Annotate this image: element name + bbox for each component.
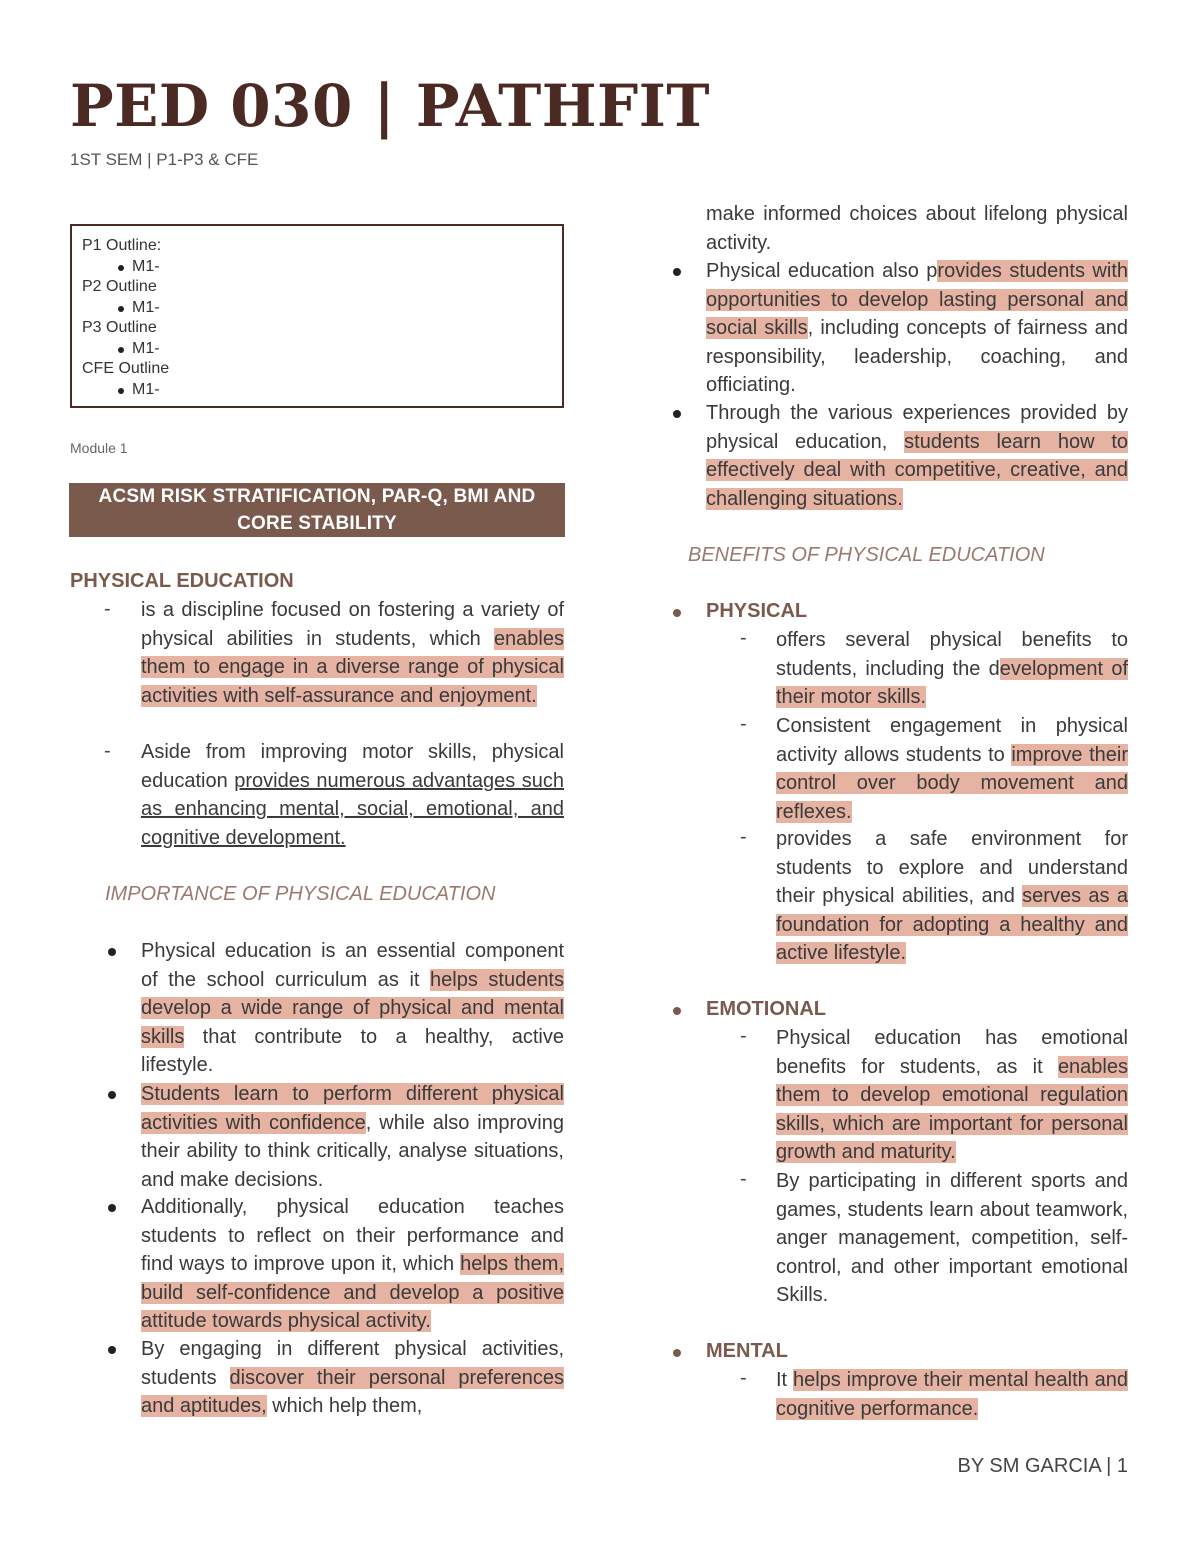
importance-bullet-3 <box>141 1193 564 1336</box>
dash-marker: - <box>740 826 747 848</box>
banner-line: CORE STABILITY <box>237 513 397 534</box>
bullet-icon <box>108 1091 116 1099</box>
bullet-icon <box>673 1007 681 1015</box>
outline-label: P2 Outline <box>82 278 157 295</box>
banner-line: ACSM RISK STRATIFICATION, PAR-Q, BMI AND <box>98 486 536 507</box>
text-run: Through the various experiences provided by physical education, <box>706 402 1128 453</box>
bullet-icon <box>673 268 681 276</box>
bullet-icon <box>673 609 681 617</box>
highlighted-text: enables them to engage in a diverse range of physical activities with self-assurance and enjoyment. <box>141 627 564 707</box>
dash-marker: - <box>740 713 747 735</box>
page-subtitle: 1ST SEM | P1-P3 & CFE <box>70 150 259 169</box>
highlighted-text: improve their control over body movement and reflexes. <box>776 743 1128 823</box>
text-run: that contribute to a healthy, active lifestyle. <box>141 1025 564 1076</box>
importance-bullet-6 <box>706 399 1128 513</box>
dash-marker: - <box>740 1367 747 1389</box>
outline-label: P1 Outline: <box>82 237 162 254</box>
highlighted-text: serves as a foundation for adopting a healthy and active lifestyle. <box>776 885 1129 964</box>
text-run: Physical education is an essential component of the school curriculum as it <box>141 940 564 991</box>
outline-label: P3 Outline <box>82 319 157 336</box>
highlighted-text: rovides students with opportunities to develop lasting personal and social skills <box>706 260 1128 339</box>
outline-item: M1- <box>82 257 552 278</box>
continued-paragraph: make informed choices about lifelong physical activity. <box>706 203 1128 254</box>
dash-marker: - <box>740 1168 747 1190</box>
module-label: Module 1 <box>70 440 128 456</box>
emotional-subheading: EMOTIONAL <box>706 998 826 1020</box>
text-run: Consistent engagement in physical activity allows students to <box>776 715 1128 766</box>
emotional-point-1 <box>776 1024 1128 1167</box>
physical-point-1 <box>776 626 1128 712</box>
text-run: , while also improving their ability to think critically, analyse situations, and make decisions. <box>141 1111 565 1191</box>
outline-item: M1- <box>82 298 552 319</box>
highlighted-text: enables them to develop emotional regulation skills, which are important for personal growth and maturity. <box>776 1055 1128 1163</box>
page-title: PED 030 | PATHFIT <box>70 72 711 140</box>
pe-advantages-paragraph <box>141 738 564 852</box>
text-run: , including concepts of fairness and responsibility, leadership, coaching, and officiating. <box>706 317 1128 396</box>
text-run: is a discipline focused on fostering a variety of physical abilities in students, which <box>141 599 564 650</box>
highlighted-text: helps improve their mental health and cognitive performance. <box>776 1369 1129 1420</box>
outline-box <box>70 224 564 408</box>
emotional-point-2: By participating in different sports and games, students learn about teamwork, anger management, competition, self-control, and other important emotional Skills. <box>776 1170 1128 1306</box>
bullet-icon <box>108 1346 116 1354</box>
highlighted-text: Students learn to perform different physical activities with confidence <box>141 1083 564 1134</box>
bullet-icon <box>108 1204 116 1212</box>
text-run: Aside from improving motor skills, physical education <box>141 741 564 792</box>
text-run: provides a safe environment for students to explore and understand their physical abilities, and <box>776 828 1128 907</box>
text-run: offers several physical benefits to students, including the d <box>776 629 1128 680</box>
bullet-icon <box>673 410 681 418</box>
physical-subheading: PHYSICAL <box>706 600 808 622</box>
outline-item: M1- <box>82 339 552 360</box>
physical-education-heading: PHYSICAL EDUCATION <box>70 570 294 592</box>
importance-bullet-4 <box>141 1335 564 1421</box>
highlighted-text: helps students develop a wide range of physical and mental skills <box>141 968 564 1048</box>
page-footer: BY SM GARCIA | 1 <box>957 1455 1128 1477</box>
text-run: Additionally, physical education teaches students to reflect on their performance and find ways to improve upon it, which <box>141 1196 564 1275</box>
importance-bullet-2 <box>141 1080 564 1194</box>
importance-bullet-5 <box>706 257 1128 400</box>
text-run: which help them, <box>266 1395 423 1417</box>
text-run: By engaging in different physical activities, students <box>141 1338 564 1389</box>
outline-label: CFE Outline <box>82 360 170 377</box>
section-banner <box>69 483 565 537</box>
dash-marker: - <box>740 627 747 649</box>
importance-heading: IMPORTANCE OF PHYSICAL EDUCATION <box>105 883 496 905</box>
importance-bullet-1 <box>141 937 564 1080</box>
text-run: Physical education also p <box>706 260 938 282</box>
mental-point-1 <box>776 1366 1128 1423</box>
dash-marker: - <box>740 1025 747 1047</box>
outline-item: M1- <box>82 380 552 401</box>
text-run: It <box>776 1369 793 1391</box>
physical-point-3 <box>776 825 1128 968</box>
highlighted-text: evelopment of their motor skills. <box>776 657 1129 708</box>
text-run: Physical education has emotional benefits for students, as it <box>776 1027 1128 1078</box>
pe-definition-paragraph <box>141 596 564 710</box>
bullet-icon <box>673 1349 681 1357</box>
highlighted-text: helps them, build self-confidence and develop a positive attitude towards physical activity. <box>141 1253 565 1332</box>
dash-marker: - <box>104 740 111 762</box>
highlighted-text: students learn how to effectively deal with competitive, creative, and challenging situations. <box>706 430 1128 510</box>
benefits-heading: BENEFITS OF PHYSICAL EDUCATION <box>688 544 1045 566</box>
dash-marker: - <box>104 598 111 620</box>
mental-subheading: MENTAL <box>706 1340 788 1362</box>
physical-point-2 <box>776 712 1128 826</box>
highlighted-text: discover their personal preferences and aptitudes, <box>141 1366 564 1417</box>
bullet-icon <box>108 948 116 956</box>
underlined-text: provides numerous advantages such as enhancing mental, social, emotional, and cognitive development. <box>141 769 565 849</box>
